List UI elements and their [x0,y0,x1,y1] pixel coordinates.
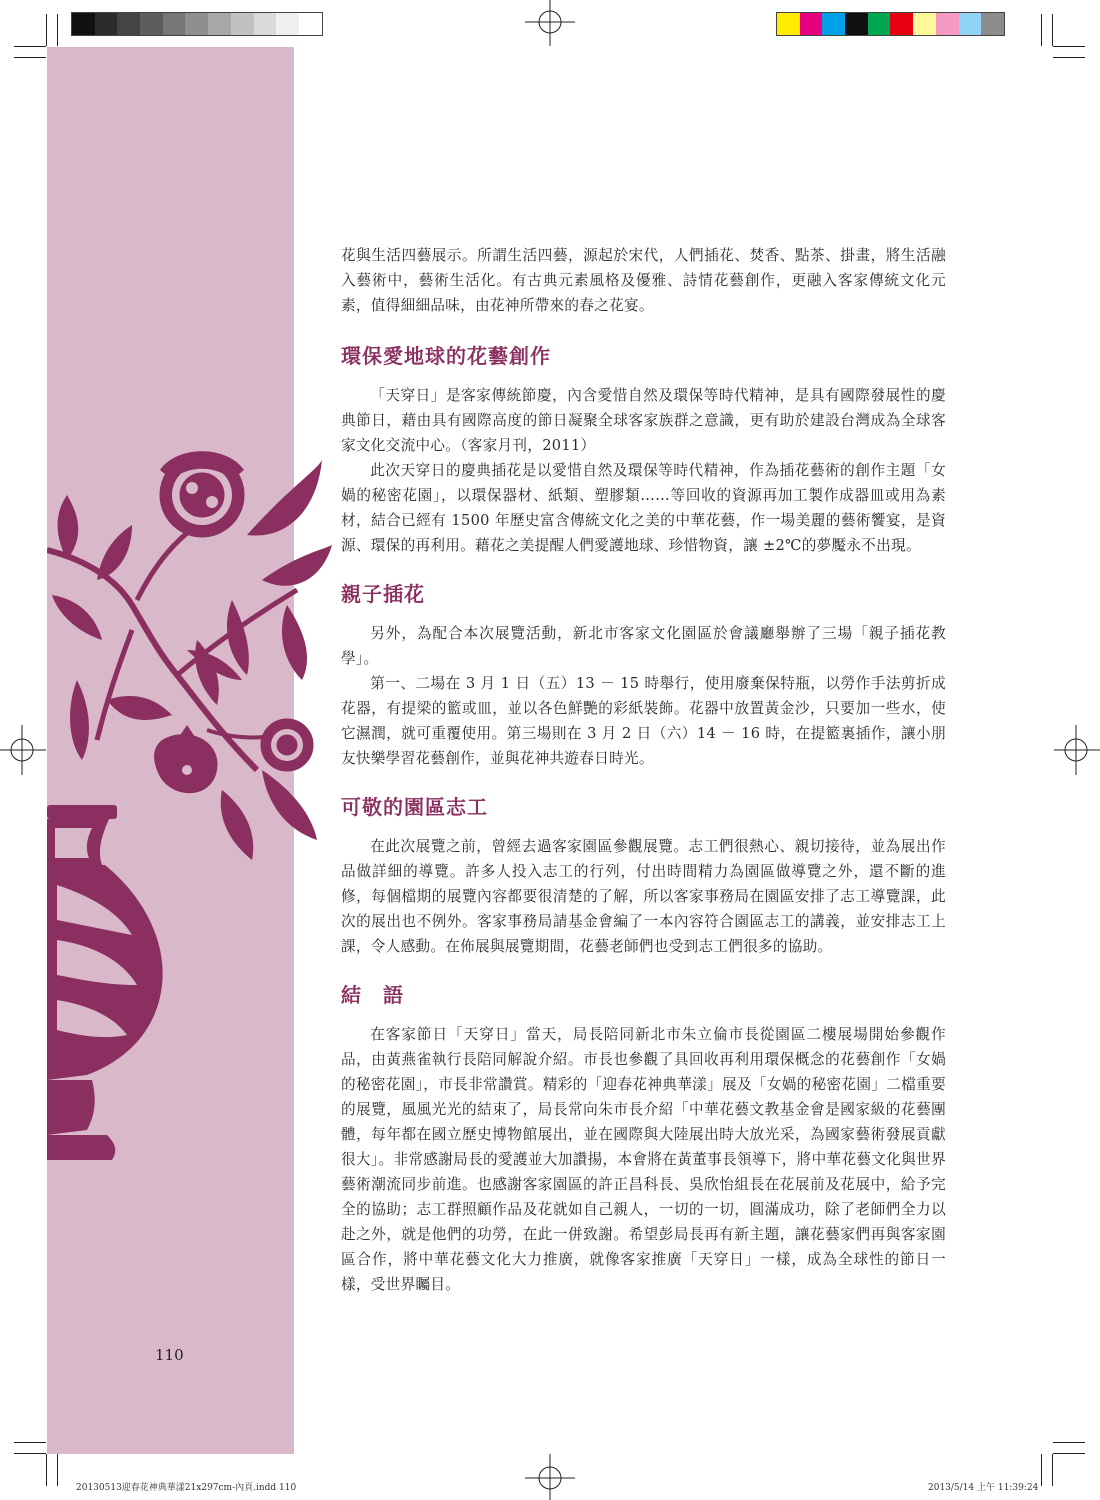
page-number: 110 [155,1346,184,1364]
gray-swatch [117,13,140,35]
slug-timestamp: 2013/5/14 上午 11:39:24 [928,1483,1039,1493]
section-heading-parent-child: 親子插花 [341,582,425,606]
color-swatch [845,13,868,35]
gray-swatch [208,13,231,35]
color-swatch [822,13,845,35]
article-body [341,243,946,1297]
color-swatch [868,13,891,35]
color-swatch [959,13,982,35]
gray-swatch [72,13,95,35]
section-heading-volunteers: 可敬的園區志工 [341,795,488,819]
color-swatch [777,13,800,35]
paragraph: 「天穿日」是客家傳統節慶，內含愛惜自然及環保等時代精神，是具有國際發展性的慶典節日，藉由具有國際高度的節日凝聚全球客家族群之意識，更有助於建設台灣成為全球客家文化交流中心。（客家月刊，2011） [341,387,946,454]
gray-swatch [299,13,322,35]
color-swatch [800,13,823,35]
intro-paragraph: 花與生活四藝展示。所謂生活四藝，源起於宋代，人們插花、焚香、點茶、掛畫，將生活融入藝術中，藝術生活化。有古典元素風格及優雅、詩情花藝創作，更融入客家傳統文化元素，值得細細品味，由花神所帶來的春之花宴。 [341,247,946,314]
slug-filename: 20130513迎春花神典華漾21x297cm-內頁.indd 110 [76,1483,297,1493]
section-heading-eco: 環保愛地球的花藝創作 [341,344,551,368]
gray-color-bar [71,12,323,36]
floral-vase-motif [47,440,337,1160]
color-swatch [981,13,1004,35]
registration-mark-left [0,725,46,775]
color-swatch [890,13,913,35]
process-color-bar [776,12,1005,36]
paragraph: 在客家節日「天穿日」當天，局長陪同新北市朱立倫市長從園區二樓展場開始參觀作品，由黃燕雀執行長陪同解說介紹。市長也參觀了具回收再利用環保概念的花藝創作「女媧的秘密花園」，市長非常讚賞。精彩的「迎春花神典華漾」展及「女媧的秘密花園」二檔重要的展覽，風風光光的結束了，局長常向朱市長介紹「中華花藝文教基金會是國家級的花藝團體，每年都在國立歷史博物館展出，並在國際與大陸展出時大放光采，為國家藝術發展貢獻很大」。非常感謝局長的愛護並大加讚揚，本會將在黃董事長領導下，將中華花藝文化與世界藝術潮流同步前進。也感謝客家園區的許正昌科長、吳欣怡組長在花展前及花展中，給予完全的協助；志工群照顧作品及花就如自己親人，一切的一切，圓滿成功，除了老師們全力以赴之外，就是他們的功勞，在此一併致謝。希望彭局長再有新主題，讓花藝家們再與客家園區合作，將中華花藝文化大力推廣，就像客家推廣「天穿日」一樣，成為全球性的節日一樣，受世界矚目。 [341,1026,946,1293]
registration-mark-top [525,0,575,46]
gray-swatch [276,13,299,35]
color-swatch [936,13,959,35]
paragraph: 另外，為配合本次展覽活動，新北市客家文化園區於會議廳舉辦了三場「親子插花教學」。 [341,625,946,667]
registration-mark-right [1054,725,1100,775]
gray-swatch [163,13,186,35]
color-swatch [913,13,936,35]
section-heading-conclusion: 結 語 [341,983,404,1007]
gray-swatch [95,13,118,35]
paragraph: 第一、二場在 3 月 1 日（五）13 － 15 時舉行，使用廢棄保特瓶，以勞作手法剪折成花器，有提梁的籃或皿，並以各色鮮艷的彩紙裝飾。花器中放置黃金沙，只要加一些水，使它濕潤，就可重覆使用。第三場則在 3 月 2 日（六）14 － 16 時，在提籃裏插作，讓小朋友快樂學習花藝創作，並與花神共遊春日時光。 [341,675,946,767]
gray-swatch [231,13,254,35]
gray-swatch [185,13,208,35]
gray-swatch [140,13,163,35]
paragraph: 在此次展覽之前，曾經去過客家園區參觀展覽。志工們很熱心、親切接待，並為展出作品做詳細的導覽。許多人投入志工的行列，付出時間精力為園區做導覽之外，還不斷的進修，每個檔期的展覽內容都要很清楚的了解，所以客家事務局在園區安排了志工導覽課，此次的展出也不例外。客家事務局請基金會編了一本內容符合園區志工的講義，並安排志工上課，令人感動。在佈展與展覽期間，花藝老師們也受到志工們很多的協助。 [341,838,946,955]
registration-mark-bottom [525,1454,575,1500]
paragraph: 此次天穿日的慶典插花是以愛惜自然及環保等時代精神，作為插花藝術的創作主題「女媧的秘密花園」，以環保器材、紙類、塑膠類……等回收的資源再加工製作成器皿或用為素材，結合已經有 1500 年歷史富含傳統文化之美的中華花藝，作一場美麗的藝術饗宴，是資源、環保的再利用。藉花之美提醒人們愛護地球、珍惜物資，讓 ±2℃的夢魘永不出現。 [341,462,946,554]
gray-swatch [254,13,277,35]
